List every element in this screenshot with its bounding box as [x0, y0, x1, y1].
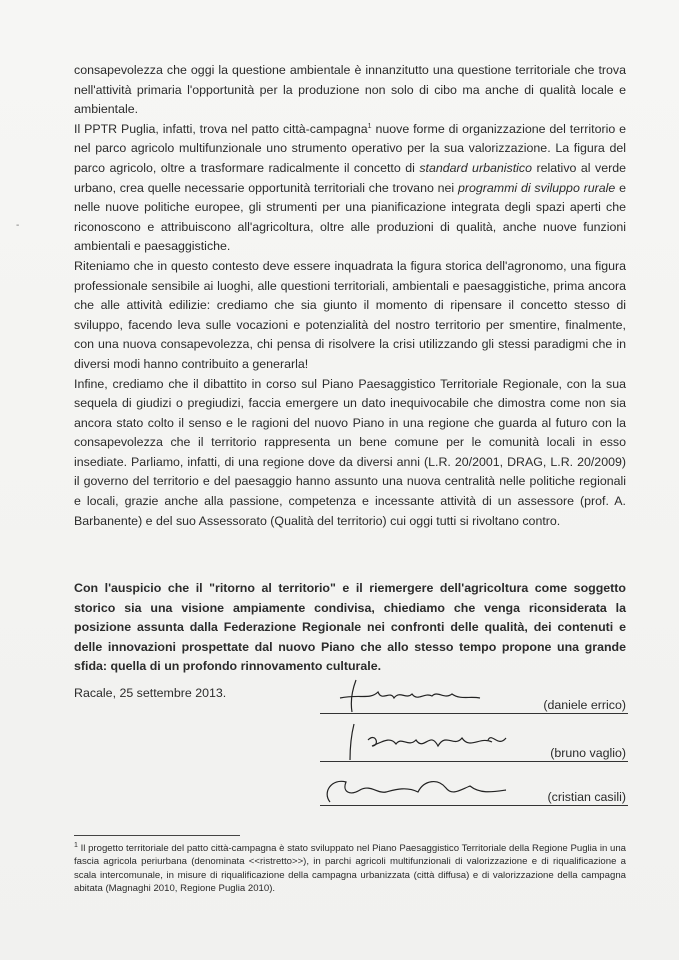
signature-line-3: [320, 805, 628, 806]
margin-mark: -: [16, 220, 20, 231]
signature-casili: [320, 778, 628, 806]
handwritten-signature-2: [320, 722, 550, 762]
signature-line-1: [320, 713, 628, 714]
paragraph-2-part-d: e nelle nuove politiche europee, gli strumenti per una pianificazione integrata degli spazi aperti che riconoscono e attribuiscono all'agricoltura, oltre alle produzioni di qualità, anche nuove funzioni ambientali e paesaggistiche.: [74, 180, 626, 254]
paragraph-2: [74, 120, 626, 257]
paragraph-2-italic-1: standard urbanistico: [419, 160, 532, 175]
paragraph-2-part-b: nuove forme di organizzazione del territorio e nel parco agricolo multifunzionale uno strumento operativo per la sua valorizzazione. La figura del parco agricolo, oltre a trasformare radicalmente il concetto di: [74, 121, 626, 175]
footnote: [74, 842, 626, 896]
footnote-separator: [74, 835, 240, 836]
signature-line-2: [320, 761, 628, 762]
place-date: Racale, 25 settembre 2013.: [74, 686, 227, 700]
footnote-number: 1: [74, 841, 78, 849]
handwritten-signature-3: [320, 772, 560, 806]
footnote-text: Il progetto territoriale del patto città-campagna è stato sviluppato nel Piano Paesaggistico Territoriale della Regione Puglia in una fascia agricola periurbana (denominata <<ristretto>>), in parchi agricoli multifunzionali di valorizzazione e di riqualificazione a scala intercomunale, in misure di riqualificazione della campagna urbanizzata (città diffusa) e di valorizzazione della campagna abitata (Magnaghi 2010, Regione Puglia 2010).: [74, 843, 626, 895]
paragraph-2-part-a: Il PPTR Puglia, infatti, trova nel patto città-campagna: [74, 121, 368, 136]
paragraph-1: consapevolezza che oggi la questione ambientale è innanzitutto una questione territoriale che trova nell'attività primaria l'opportunità per la produzione non solo di cibo ma anche di qualità locale e ambientale.: [74, 63, 626, 117]
signatory-name-2: (bruno vaglio): [550, 746, 626, 760]
signature-errico: [320, 686, 628, 714]
signatory-name-3: (cristian casili): [547, 790, 626, 804]
signature-vaglio: [320, 734, 628, 762]
signatory-name-1: (daniele errico): [543, 698, 626, 712]
closing-bold-paragraph: Con l'auspicio che il "ritorno al territorio" e il riemergere dell'agricoltura come soggetto storico sia una visione ampiamente condivisa, chiediamo che venga riconsiderata la posizione assunta dalla Federazione Regionale nei confronti delle qualità, dei contenuti e delle innovazioni prospettate dal nuovo Piano che allo stesso tempo propone una grande sfida: quella di un profondo rinnovamento culturale.: [74, 581, 626, 674]
paragraph-4: Infine, crediamo che il dibattito in corso sul Piano Paesaggistico Territoriale Regionale, con la sua sequela di giudizi o pregiudizi, faccia emergere un dato inequivocabile che dimostra come non sia ancora stato colto il senso e le ragioni del nuovo Piano in una regione che guarda al futuro con la consapevolezza che il territorio rappresenta un bene comune per le comunità locali in esso insediate. Parliamo, infatti, di una regione dove da diversi anni (L.R. 20/2001, DRAG, L.R. 20/2009) il governo del territorio e del paesaggio hanno assunto una nuova centralità nelle politiche regionali e locali, grazie anche alla passione, competenza e incessante attività di un assessore (prof. A. Barbanente) e del suo Assessorato (Qualità del territorio) cui oggi tutti si rivoltano contro.: [74, 376, 626, 528]
paragraph-2-part-c: relativo al verde urbano, crea quelle necessarie opportunità territoriali che trovano nei: [74, 160, 626, 195]
paragraph-2-italic-2: programmi di sviluppo rurale: [457, 180, 616, 195]
paragraph-3: Riteniamo che in questo contesto deve essere inquadrata la figura storica dell'agronomo, una figura professionale sensibile ai luoghi, alle questioni territoriali, ambientali e paesaggistiche, prima ancora che alle attività edilizie: crediamo che sia giunto il momento di ripensare il concetto stesso di sviluppo, facendo leva sulle vocazioni e potenzialità del nostro territorio per smentire, finalmente, con una nuova consapevolezza, chi pensa di risolvere la crisi utilizzando gli stessi paradigmi che in diversi modi hanno contribuito a generarla!: [74, 258, 626, 371]
footnote-ref: 1: [367, 122, 372, 130]
body-text: [74, 61, 626, 531]
handwritten-signature-1: [320, 678, 550, 714]
